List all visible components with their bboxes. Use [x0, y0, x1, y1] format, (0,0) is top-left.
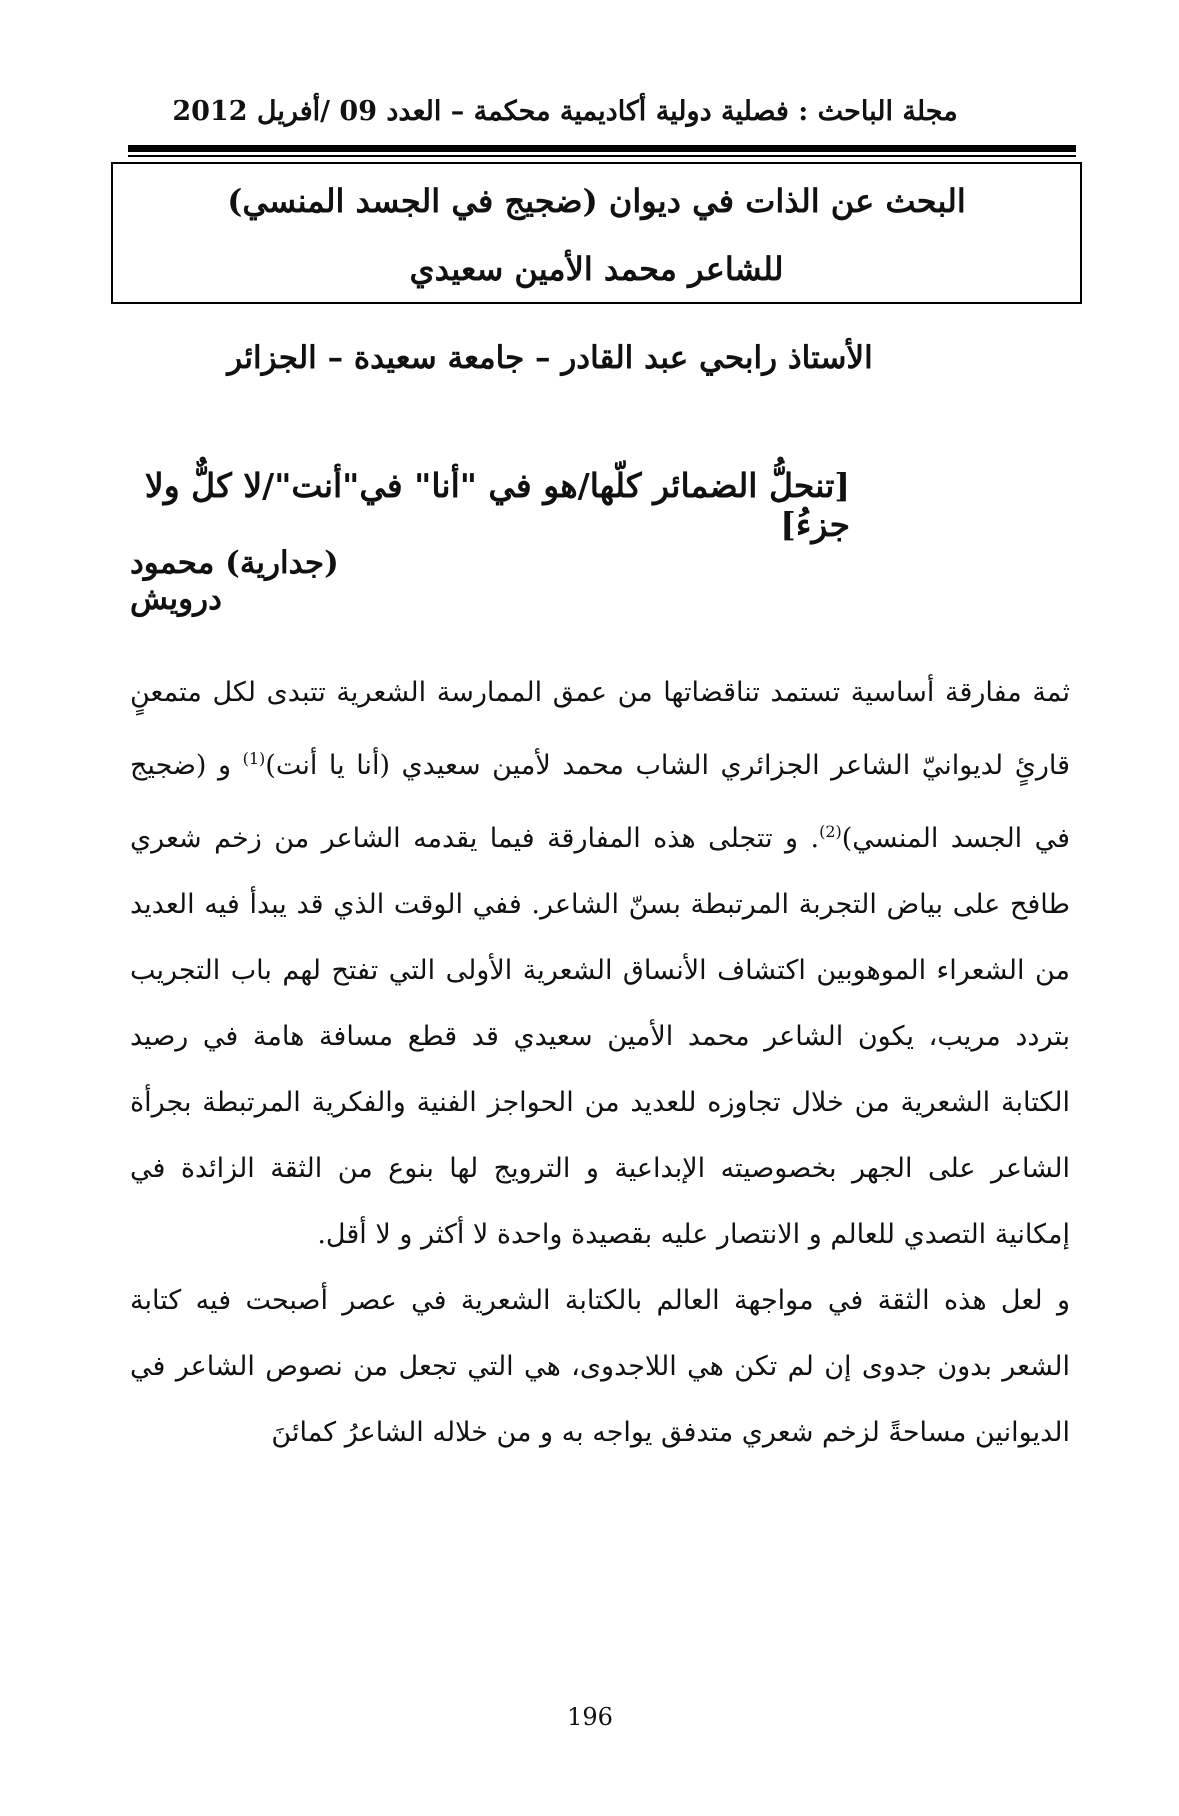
- paragraph-1: [130, 660, 1070, 1268]
- body-text: [130, 660, 1070, 1466]
- article-title: البحث عن الذات في ديوان (ضجيج في الجسد المنسي): [227, 182, 966, 220]
- footnote-ref-2[interactable]: (2): [819, 822, 842, 841]
- paragraph-1-part-b: و (ضجيج في الجسد المنسي): [130, 750, 1071, 854]
- running-header: مجلة الباحث : فصلية دولية أكاديمية محكمة – العدد 09 /أفريل 2012: [172, 96, 958, 127]
- header-rule-thick: [128, 145, 1076, 152]
- epigraph-quote: [تنحلُّ الضمائر كلّها/هو في "أنا" في"أنت"/لا كلٌّ ولا جزءُ]: [144, 466, 850, 544]
- paragraph-1-part-c: . و تتجلى هذه المفارقة فيما يقدمه الشاعر من زخم شعري طافح على بياض التجربة المرتبطة بسنّ الشاعر. ففي الوقت الذي قد يبدأ فيه العديد من الشعراء الموهوبين اكتشاف الأنساق الشعرية الأولى التي تفتح لهم باب التجريب بتردد مريب، يكون الشاعر محمد الأمين سعيدي قد قطع مسافة هامة في رصيد الكتابة الشعرية من خلال تجاوزه للعديد من الحواجز الفنية والفكرية المرتبطة بجرأة الشاعر على الجهر بخصوصيته الإبداعية و الترويج لها بنوع من الثقة الزائدة في إمكانية التصدي للعالم و الانتصار عليه بقصيدة واحدة لا أكثر و لا أقل.: [130, 823, 1070, 1250]
- epigraph-source: (جدارية) محمود درويش: [130, 545, 339, 617]
- paragraph-2: و لعل هذه الثقة في مواجهة العالم بالكتابة الشعرية في عصر أصبحت فيه كتابة الشعر بدون جدوى إن لم تكن هي اللاجدوى، هي التي تجعل من نصوص الشاعر في الديوانين مساحةً لزخم شعري متدفق يواجه به و من خلاله الشاعرُ كمائنَ: [130, 1285, 1070, 1448]
- title-box: [111, 162, 1082, 304]
- header-rule-thin: [128, 155, 1076, 157]
- page-number: 196: [567, 1703, 613, 1731]
- article-subtitle: للشاعر محمد الأمين سعيدي: [409, 250, 784, 288]
- author-line: الأستاذ رابحي عبد القادر – جامعة سعيدة – الجزائر: [227, 340, 873, 376]
- footnote-ref-1[interactable]: (1): [242, 749, 266, 768]
- paragraph-1-part-a: ثمة مفارقة أساسية تستمد تناقضاتها من عمق الممارسة الشعرية تتبدى لكل متمعنٍ قارئٍ لديوانيّ الشاعر الجزائري الشاب محمد لأمين سعيدي (أنا يا أنت): [130, 677, 1070, 781]
